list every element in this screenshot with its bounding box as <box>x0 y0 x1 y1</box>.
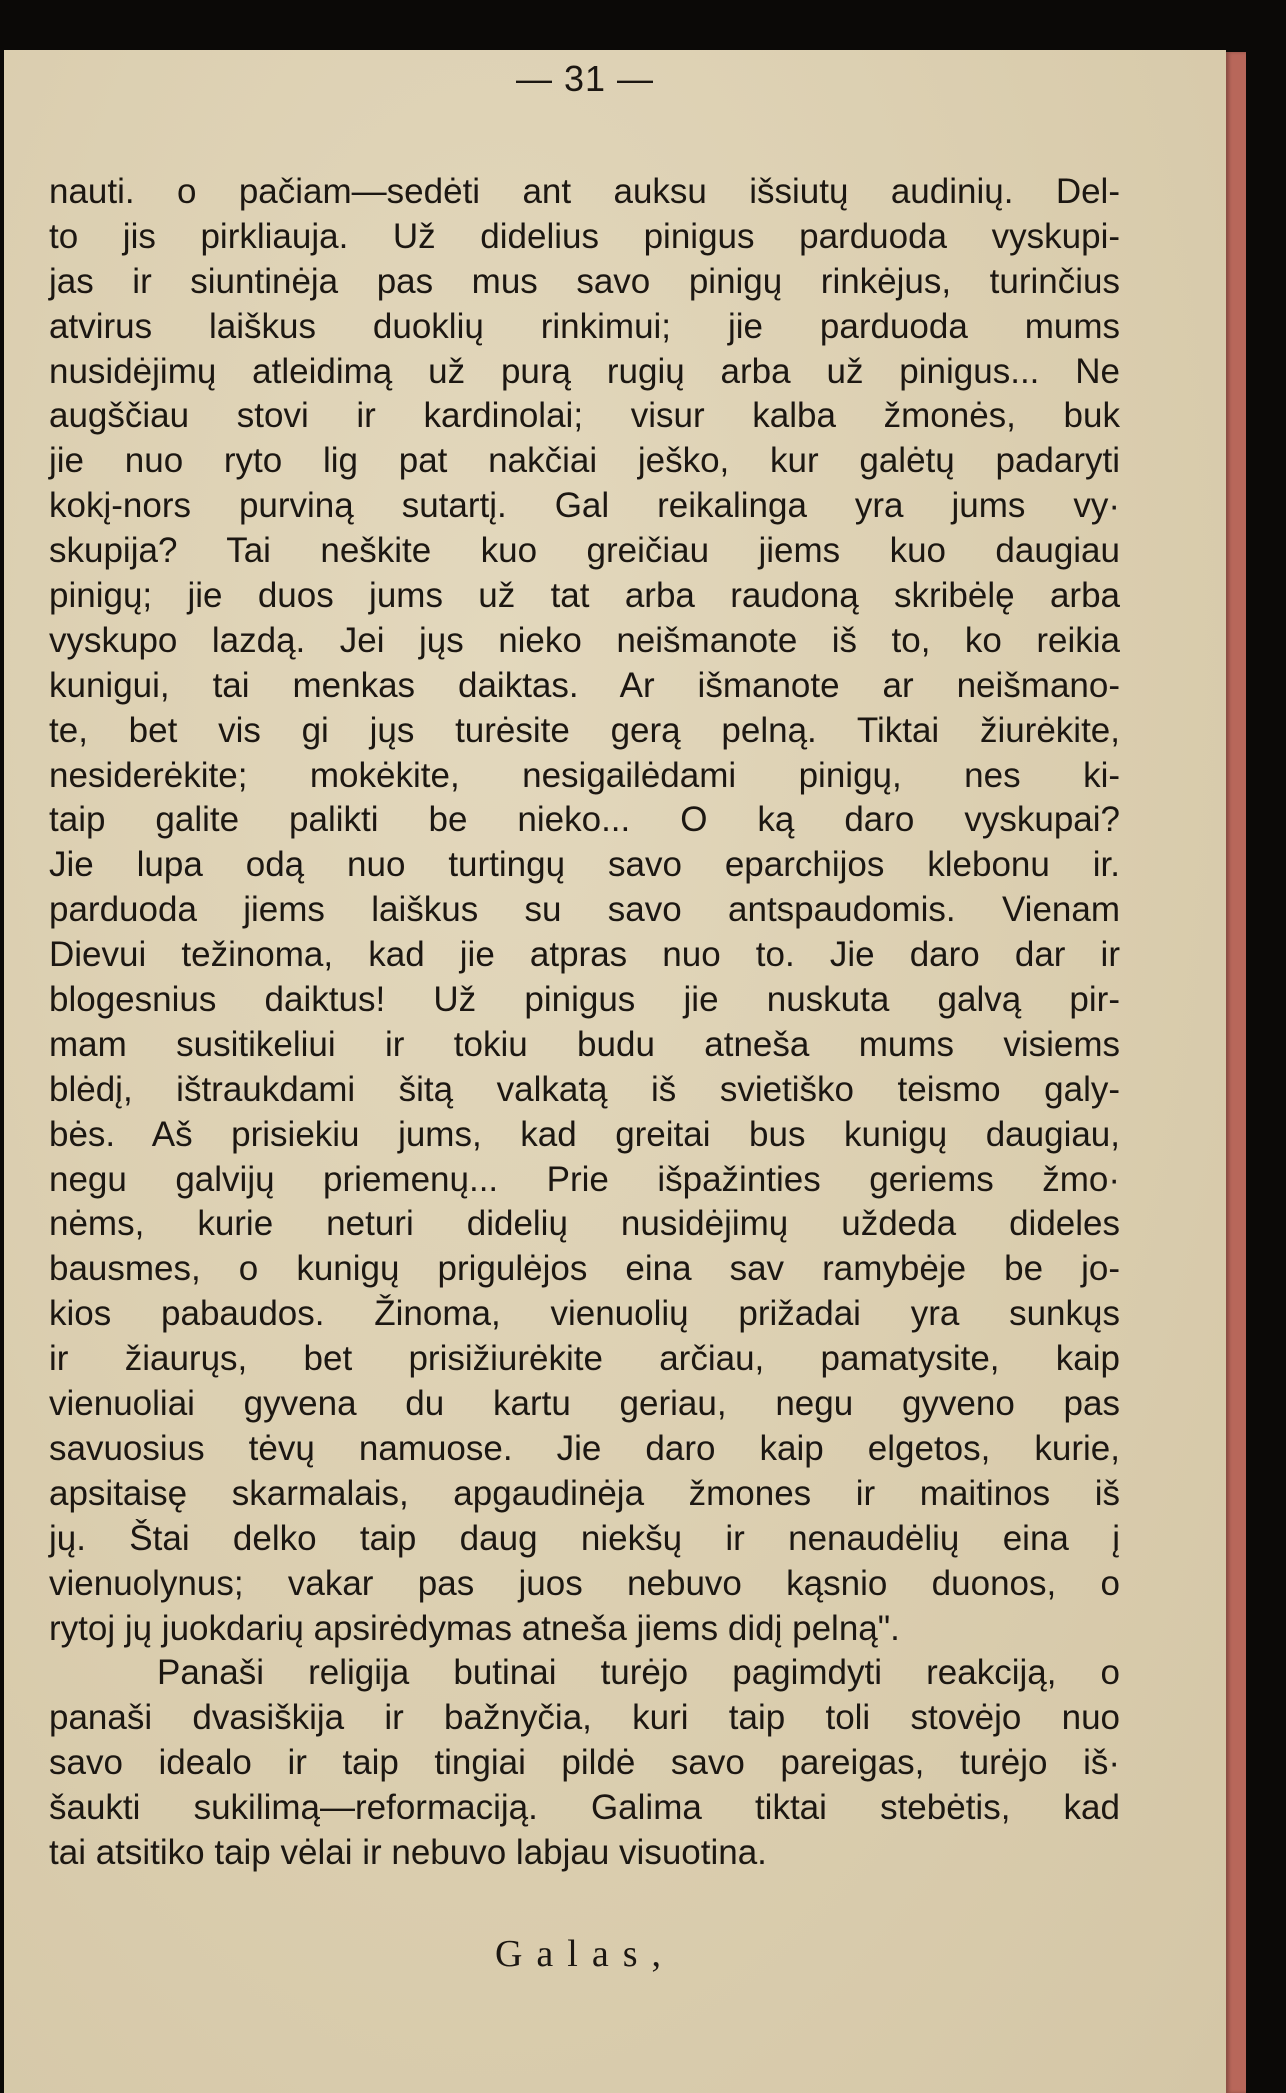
text-line: panaši dvasiškija ir bažnyčia, kuri taip toli stovėjo nuo <box>49 1698 1120 1738</box>
text-line: to jis pirkliauja. Už didelius pinigus parduoda vyskupi- <box>49 216 1120 256</box>
page-number: — 31 — <box>515 58 655 99</box>
text-line: nesiderėkite; mokėkite, nesigailėdami pinigų, nes ki- <box>49 755 1120 795</box>
text-line: Dievui težinoma, kad jie atpras nuo to. Jie daro dar ir <box>49 935 1120 975</box>
text-line: kokį-nors purviną sutartį. Gal reikalinga yra jums vy· <box>49 486 1120 526</box>
text-line: kios pabaudos. Žinoma, vienuolių prižadai yra sunkųs <box>49 1294 1120 1334</box>
text-line: nusidėjimų atleidimą už purą rugių arba už pinigus... Ne <box>49 351 1120 391</box>
text-line: vyskupo lazdą. Jei jųs nieko neišmanote iš to, ko reikia <box>49 620 1120 660</box>
text-line: šaukti sukilimą—reformaciją. Galima tiktai stebėtis, kad <box>49 1788 1120 1828</box>
text-line: augščiau stovi ir kardinolai; visur kalba žmonės, buk <box>49 396 1120 436</box>
text-line: rytoj jų juokdarių apsirėdymas atneša jiems didį pelną". <box>49 1608 900 1648</box>
text-line: nauti. o pačiam—sedėti ant auksu išsiutų audinių. Del- <box>49 172 1120 211</box>
text-line: vienuoliai gyvena du kartu geriau, negu gyveno pas <box>49 1384 1120 1424</box>
book-edge <box>1226 52 1246 2093</box>
text-line: tai atsitiko taip vėlai ir nebuvo labjau visuotina. <box>49 1832 767 1872</box>
text-line: mam susitikeliui ir tokiu budu atneša mums visiems <box>49 1024 1120 1064</box>
text-line: parduoda jiems laiškus su savo antspaudomis. Vienam <box>49 890 1120 930</box>
body-text <box>49 170 1120 1876</box>
text-line: savo idealo ir taip tingiai pildė savo pareigas, turėjo iš· <box>49 1743 1120 1783</box>
text-line: kunigui, tai menkas daiktas. Ar išmanote ar neišmano- <box>49 665 1120 705</box>
text-line: Jie lupa odą nuo turtingų savo eparchijos klebonu ir. <box>49 845 1120 885</box>
text-line: negu galvijų priemenų... Prie išpažinties geriems žmo· <box>49 1159 1120 1199</box>
text-line: jas ir siuntinėja pas mus savo pinigų rinkėjus, turinčius <box>49 261 1120 301</box>
text-line: vienuolynus; vakar pas juos nebuvo kąsnio duonos, o <box>49 1563 1120 1603</box>
text-line: skupija? Tai neškite kuo greičiau jiems kuo daugiau <box>49 531 1120 571</box>
text-line: Panaši religija butinai turėjo pagimdyti reakciją, o <box>157 1653 1120 1693</box>
text-line: jų. Štai delko taip daug niekšų ir nenaudėlių eina į <box>49 1518 1120 1558</box>
text-line: ir žiaurųs, bet prisižiurėkite arčiau, pamatysite, kaip <box>49 1339 1120 1379</box>
text-line: bausmes, o kunigų prigulėjos eina sav ramybėje be jo- <box>49 1249 1120 1289</box>
text-line: pinigų; jie duos jums už tat arba raudoną skribėlę arba <box>49 576 1120 616</box>
text-line: bės. Aš prisiekiu jums, kad greitai bus kunigų daugiau, <box>49 1114 1120 1154</box>
text-line: apsitaisę skarmalais, apgaudinėja žmones ir maitinos iš <box>49 1473 1120 1513</box>
text-line: atvirus laiškus duoklių rinkimui; jie parduoda mums <box>49 306 1120 346</box>
end-word: Galas, <box>494 1933 676 1975</box>
text-line: savuosius tėvų namuose. Jie daro kaip elgetos, kurie, <box>49 1428 1120 1468</box>
text-line: te, bet vis gi jųs turėsite gerą pelną. Tiktai žiurėkite, <box>49 710 1120 750</box>
text-line: nėms, kurie neturi didelių nusidėjimų uždeda dideles <box>49 1204 1120 1244</box>
text-line: blogesnius daiktus! Už pinigus jie nuskuta galvą pir- <box>49 980 1120 1020</box>
text-line: blėdį, ištraukdami šitą valkatą iš svietiško teismo galy- <box>49 1069 1120 1109</box>
text-line: jie nuo ryto lig pat nakčiai ješko, kur galėtų padaryti <box>49 441 1120 481</box>
text-line: taip galite palikti be nieko... O ką daro vyskupai? <box>49 800 1120 840</box>
